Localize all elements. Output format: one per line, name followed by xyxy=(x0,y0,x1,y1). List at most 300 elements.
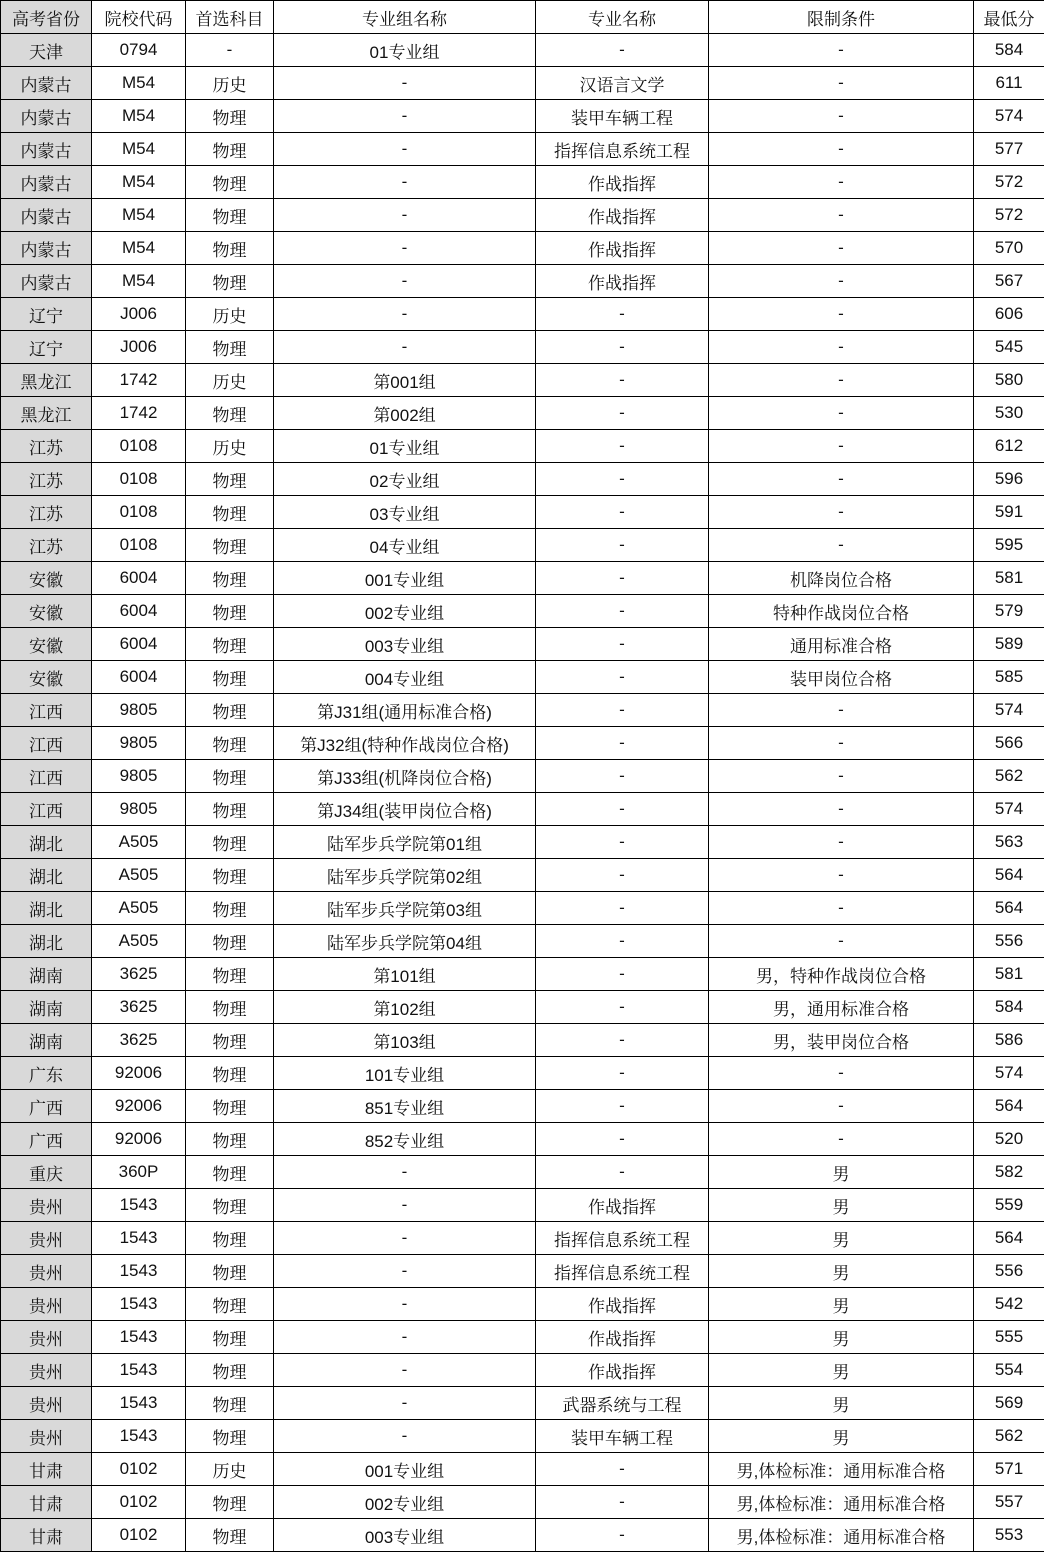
cell-school-code: A505 xyxy=(92,826,186,859)
cell-major-name: - xyxy=(536,793,709,826)
table-row xyxy=(1,1387,1044,1420)
cell-school-code: 92006 xyxy=(92,1057,186,1090)
cell-province: 甘肃 xyxy=(1,1486,92,1519)
cell-restriction: 装甲岗位合格 xyxy=(709,661,974,694)
cell-school-code: 360P xyxy=(92,1156,186,1189)
table-row xyxy=(1,100,1044,133)
column-header-school-code: 院校代码 xyxy=(92,1,186,34)
cell-province: 湖北 xyxy=(1,859,92,892)
cell-first-subject: 物理 xyxy=(186,1321,274,1354)
cell-first-subject: 历史 xyxy=(186,364,274,397)
table-row xyxy=(1,859,1044,892)
table-row xyxy=(1,331,1044,364)
cell-first-subject: 物理 xyxy=(186,661,274,694)
cell-first-subject: 物理 xyxy=(186,892,274,925)
column-header-major-group: 专业组名称 xyxy=(274,1,536,34)
cell-province: 湖南 xyxy=(1,958,92,991)
cell-min-score: 591 xyxy=(974,496,1044,529)
cell-major-name: - xyxy=(536,1486,709,1519)
cell-min-score: 557 xyxy=(974,1486,1044,1519)
cell-school-code: 9805 xyxy=(92,793,186,826)
cell-major-group: 002专业组 xyxy=(274,1486,536,1519)
cell-major-name: 作战指挥 xyxy=(536,232,709,265)
cell-min-score: 566 xyxy=(974,727,1044,760)
cell-school-code: 6004 xyxy=(92,595,186,628)
cell-province: 江苏 xyxy=(1,430,92,463)
cell-restriction: 男 xyxy=(709,1321,974,1354)
cell-major-group: - xyxy=(274,232,536,265)
cell-school-code: 3625 xyxy=(92,991,186,1024)
cell-major-group: 陆军步兵学院第02组 xyxy=(274,859,536,892)
cell-province: 内蒙古 xyxy=(1,133,92,166)
cell-major-group: - xyxy=(274,331,536,364)
table-row xyxy=(1,496,1044,529)
cell-first-subject: 物理 xyxy=(186,496,274,529)
cell-school-code: 0108 xyxy=(92,529,186,562)
cell-first-subject: 物理 xyxy=(186,958,274,991)
cell-min-score: 572 xyxy=(974,166,1044,199)
cell-major-name: - xyxy=(536,463,709,496)
cell-school-code: 9805 xyxy=(92,760,186,793)
cell-major-name: - xyxy=(536,397,709,430)
cell-major-group: - xyxy=(274,1321,536,1354)
cell-first-subject: 物理 xyxy=(186,232,274,265)
cell-major-name: - xyxy=(536,991,709,1024)
cell-major-name: - xyxy=(536,364,709,397)
cell-province: 湖南 xyxy=(1,991,92,1024)
cell-major-group: - xyxy=(274,1255,536,1288)
table-row xyxy=(1,694,1044,727)
cell-major-group: 第102组 xyxy=(274,991,536,1024)
cell-school-code: 0108 xyxy=(92,463,186,496)
table-row xyxy=(1,265,1044,298)
cell-major-name: - xyxy=(536,1057,709,1090)
cell-province: 黑龙江 xyxy=(1,364,92,397)
cell-major-group: - xyxy=(274,265,536,298)
cell-province: 广西 xyxy=(1,1090,92,1123)
cell-school-code: J006 xyxy=(92,298,186,331)
cell-major-group: 第103组 xyxy=(274,1024,536,1057)
cell-school-code: A505 xyxy=(92,859,186,892)
cell-first-subject: 物理 xyxy=(186,694,274,727)
cell-major-name: 作战指挥 xyxy=(536,1288,709,1321)
cell-first-subject: 物理 xyxy=(186,1519,274,1552)
table-row xyxy=(1,595,1044,628)
cell-major-name: - xyxy=(536,430,709,463)
cell-first-subject: 物理 xyxy=(186,1057,274,1090)
cell-school-code: 1543 xyxy=(92,1288,186,1321)
cell-restriction: 男 xyxy=(709,1222,974,1255)
cell-min-score: 564 xyxy=(974,892,1044,925)
cell-restriction: - xyxy=(709,496,974,529)
cell-min-score: 577 xyxy=(974,133,1044,166)
cell-school-code: A505 xyxy=(92,892,186,925)
cell-first-subject: - xyxy=(186,34,274,67)
cell-min-score: 580 xyxy=(974,364,1044,397)
cell-major-group: - xyxy=(274,1189,536,1222)
cell-province: 贵州 xyxy=(1,1387,92,1420)
cell-major-name: 汉语言文学 xyxy=(536,67,709,100)
cell-school-code: 6004 xyxy=(92,628,186,661)
cell-major-group: 101专业组 xyxy=(274,1057,536,1090)
cell-major-name: - xyxy=(536,1453,709,1486)
cell-province: 甘肃 xyxy=(1,1519,92,1552)
cell-restriction: - xyxy=(709,133,974,166)
cell-first-subject: 物理 xyxy=(186,1090,274,1123)
cell-restriction: - xyxy=(709,331,974,364)
table-row xyxy=(1,364,1044,397)
cell-major-group: - xyxy=(274,100,536,133)
cell-school-code: 6004 xyxy=(92,562,186,595)
cell-min-score: 556 xyxy=(974,1255,1044,1288)
header-row xyxy=(1,1,1044,34)
cell-min-score: 574 xyxy=(974,1057,1044,1090)
cell-province: 安徽 xyxy=(1,562,92,595)
table-row xyxy=(1,661,1044,694)
cell-school-code: 1543 xyxy=(92,1321,186,1354)
cell-major-group: 陆军步兵学院第04组 xyxy=(274,925,536,958)
cell-restriction: 男,体检标准：通用标准合格 xyxy=(709,1486,974,1519)
cell-restriction: - xyxy=(709,100,974,133)
cell-major-group: 003专业组 xyxy=(274,1519,536,1552)
cell-min-score: 585 xyxy=(974,661,1044,694)
cell-restriction: 男，特种作战岗位合格 xyxy=(709,958,974,991)
cell-first-subject: 物理 xyxy=(186,529,274,562)
cell-major-name: - xyxy=(536,529,709,562)
cell-major-group: 004专业组 xyxy=(274,661,536,694)
cell-province: 贵州 xyxy=(1,1354,92,1387)
cell-school-code: 9805 xyxy=(92,727,186,760)
cell-province: 安徽 xyxy=(1,628,92,661)
cell-first-subject: 物理 xyxy=(186,265,274,298)
cell-major-group: 002专业组 xyxy=(274,595,536,628)
cell-major-group: 第J31组(通用标准合格) xyxy=(274,694,536,727)
cell-restriction: - xyxy=(709,793,974,826)
cell-first-subject: 物理 xyxy=(186,562,274,595)
table-row xyxy=(1,1090,1044,1123)
cell-major-name: 装甲车辆工程 xyxy=(536,1420,709,1453)
cell-min-score: 581 xyxy=(974,958,1044,991)
cell-first-subject: 物理 xyxy=(186,1123,274,1156)
cell-major-name: - xyxy=(536,892,709,925)
cell-restriction: - xyxy=(709,826,974,859)
cell-major-group: 04专业组 xyxy=(274,529,536,562)
cell-province: 内蒙古 xyxy=(1,265,92,298)
cell-min-score: 584 xyxy=(974,991,1044,1024)
cell-province: 江苏 xyxy=(1,496,92,529)
cell-min-score: 572 xyxy=(974,199,1044,232)
cell-major-group: 陆军步兵学院第01组 xyxy=(274,826,536,859)
cell-province: 安徽 xyxy=(1,661,92,694)
cell-restriction: - xyxy=(709,925,974,958)
cell-school-code: M54 xyxy=(92,100,186,133)
cell-min-score: 520 xyxy=(974,1123,1044,1156)
table-body xyxy=(1,34,1044,1552)
cell-restriction: - xyxy=(709,529,974,562)
cell-province: 江西 xyxy=(1,727,92,760)
table-row xyxy=(1,298,1044,331)
cell-min-score: 596 xyxy=(974,463,1044,496)
cell-school-code: M54 xyxy=(92,133,186,166)
cell-restriction: 男，通用标准合格 xyxy=(709,991,974,1024)
cell-province: 江西 xyxy=(1,793,92,826)
cell-major-name: 指挥信息系统工程 xyxy=(536,1255,709,1288)
cell-first-subject: 物理 xyxy=(186,628,274,661)
table-row xyxy=(1,562,1044,595)
cell-first-subject: 物理 xyxy=(186,397,274,430)
cell-school-code: 0108 xyxy=(92,496,186,529)
cell-school-code: 1543 xyxy=(92,1255,186,1288)
cell-first-subject: 物理 xyxy=(186,133,274,166)
cell-restriction: - xyxy=(709,199,974,232)
cell-major-name: 武器系统与工程 xyxy=(536,1387,709,1420)
cell-major-name: - xyxy=(536,925,709,958)
cell-major-group: 第002组 xyxy=(274,397,536,430)
cell-major-group: - xyxy=(274,133,536,166)
cell-major-name: - xyxy=(536,562,709,595)
table-row xyxy=(1,1321,1044,1354)
cell-school-code: 3625 xyxy=(92,958,186,991)
cell-first-subject: 物理 xyxy=(186,1255,274,1288)
cell-province: 贵州 xyxy=(1,1255,92,1288)
cell-min-score: 581 xyxy=(974,562,1044,595)
cell-first-subject: 物理 xyxy=(186,199,274,232)
cell-restriction: 男 xyxy=(709,1189,974,1222)
cell-major-group: 003专业组 xyxy=(274,628,536,661)
table-row xyxy=(1,67,1044,100)
table-row xyxy=(1,1222,1044,1255)
cell-province: 内蒙古 xyxy=(1,199,92,232)
cell-major-name: - xyxy=(536,1156,709,1189)
cell-province: 贵州 xyxy=(1,1189,92,1222)
cell-major-group: 851专业组 xyxy=(274,1090,536,1123)
cell-first-subject: 物理 xyxy=(186,1024,274,1057)
cell-major-name: - xyxy=(536,694,709,727)
cell-min-score: 564 xyxy=(974,1090,1044,1123)
cell-school-code: M54 xyxy=(92,265,186,298)
cell-province: 内蒙古 xyxy=(1,166,92,199)
cell-major-group: 852专业组 xyxy=(274,1123,536,1156)
cell-province: 贵州 xyxy=(1,1321,92,1354)
cell-province: 内蒙古 xyxy=(1,232,92,265)
cell-major-name: - xyxy=(536,727,709,760)
cell-min-score: 542 xyxy=(974,1288,1044,1321)
cell-province: 辽宁 xyxy=(1,298,92,331)
cell-min-score: 567 xyxy=(974,265,1044,298)
cell-major-name: 作战指挥 xyxy=(536,265,709,298)
cell-min-score: 545 xyxy=(974,331,1044,364)
cell-major-group: 02专业组 xyxy=(274,463,536,496)
cell-major-name: 指挥信息系统工程 xyxy=(536,1222,709,1255)
table-row xyxy=(1,925,1044,958)
cell-school-code: 1543 xyxy=(92,1420,186,1453)
cell-major-name: 作战指挥 xyxy=(536,1321,709,1354)
cell-major-group: - xyxy=(274,1420,536,1453)
cell-first-subject: 物理 xyxy=(186,100,274,133)
cell-major-name: 作战指挥 xyxy=(536,1354,709,1387)
cell-major-group: 第J34组(装甲岗位合格) xyxy=(274,793,536,826)
cell-min-score: 579 xyxy=(974,595,1044,628)
cell-major-name: - xyxy=(536,1090,709,1123)
cell-first-subject: 物理 xyxy=(186,1288,274,1321)
cell-province: 重庆 xyxy=(1,1156,92,1189)
cell-province: 湖北 xyxy=(1,892,92,925)
cell-province: 湖北 xyxy=(1,925,92,958)
table-row xyxy=(1,628,1044,661)
cell-school-code: 1543 xyxy=(92,1222,186,1255)
cell-restriction: 男,体检标准：通用标准合格 xyxy=(709,1453,974,1486)
cell-school-code: A505 xyxy=(92,925,186,958)
cell-major-group: 第J32组(特种作战岗位合格) xyxy=(274,727,536,760)
cell-min-score: 606 xyxy=(974,298,1044,331)
cell-province: 江苏 xyxy=(1,463,92,496)
cell-min-score: 574 xyxy=(974,694,1044,727)
cell-restriction: - xyxy=(709,298,974,331)
cell-major-name: - xyxy=(536,760,709,793)
cell-province: 内蒙古 xyxy=(1,100,92,133)
cell-min-score: 555 xyxy=(974,1321,1044,1354)
cell-min-score: 574 xyxy=(974,100,1044,133)
cell-major-name: - xyxy=(536,826,709,859)
cell-major-group: 001专业组 xyxy=(274,562,536,595)
cell-major-name: 作战指挥 xyxy=(536,1189,709,1222)
cell-restriction: 男 xyxy=(709,1387,974,1420)
cell-school-code: M54 xyxy=(92,67,186,100)
cell-major-group: - xyxy=(274,1156,536,1189)
cell-min-score: 584 xyxy=(974,34,1044,67)
table-row xyxy=(1,166,1044,199)
column-header-restriction: 限制条件 xyxy=(709,1,974,34)
cell-min-score: 612 xyxy=(974,430,1044,463)
cell-min-score: 562 xyxy=(974,760,1044,793)
cell-major-group: 陆军步兵学院第03组 xyxy=(274,892,536,925)
cell-restriction: 男 xyxy=(709,1420,974,1453)
cell-major-name: - xyxy=(536,1024,709,1057)
cell-school-code: 0102 xyxy=(92,1486,186,1519)
cell-restriction: - xyxy=(709,463,974,496)
table-row xyxy=(1,1255,1044,1288)
cell-major-name: - xyxy=(536,958,709,991)
cell-restriction: - xyxy=(709,694,974,727)
cell-major-name: - xyxy=(536,661,709,694)
cell-major-group: 001专业组 xyxy=(274,1453,536,1486)
cell-first-subject: 物理 xyxy=(186,760,274,793)
cell-first-subject: 物理 xyxy=(186,1222,274,1255)
column-header-major-name: 专业名称 xyxy=(536,1,709,34)
table-row xyxy=(1,727,1044,760)
cell-major-name: - xyxy=(536,496,709,529)
table-row xyxy=(1,430,1044,463)
cell-restriction: - xyxy=(709,265,974,298)
cell-first-subject: 物理 xyxy=(186,1420,274,1453)
table-row xyxy=(1,397,1044,430)
cell-restriction: - xyxy=(709,166,974,199)
cell-province: 湖北 xyxy=(1,826,92,859)
cell-first-subject: 物理 xyxy=(186,463,274,496)
cell-restriction: - xyxy=(709,1123,974,1156)
cell-province: 江西 xyxy=(1,694,92,727)
table-row xyxy=(1,1486,1044,1519)
cell-school-code: 0102 xyxy=(92,1453,186,1486)
cell-min-score: 562 xyxy=(974,1420,1044,1453)
cell-restriction: - xyxy=(709,364,974,397)
cell-min-score: 586 xyxy=(974,1024,1044,1057)
cell-restriction: - xyxy=(709,1057,974,1090)
cell-min-score: 589 xyxy=(974,628,1044,661)
column-header-min-score: 最低分 xyxy=(974,1,1044,34)
cell-province: 安徽 xyxy=(1,595,92,628)
cell-major-group: - xyxy=(274,298,536,331)
cell-major-group: 01专业组 xyxy=(274,34,536,67)
cell-first-subject: 物理 xyxy=(186,859,274,892)
cell-major-name: - xyxy=(536,595,709,628)
cell-major-name: 指挥信息系统工程 xyxy=(536,133,709,166)
cell-restriction: - xyxy=(709,859,974,892)
cell-min-score: 559 xyxy=(974,1189,1044,1222)
cell-major-group: 第001组 xyxy=(274,364,536,397)
cell-province: 贵州 xyxy=(1,1420,92,1453)
table-row xyxy=(1,1057,1044,1090)
cell-school-code: 1742 xyxy=(92,364,186,397)
cell-major-group: 01专业组 xyxy=(274,430,536,463)
cell-first-subject: 物理 xyxy=(186,991,274,1024)
cell-min-score: 554 xyxy=(974,1354,1044,1387)
cell-major-group: - xyxy=(274,1288,536,1321)
cell-first-subject: 物理 xyxy=(186,1189,274,1222)
cell-school-code: 1543 xyxy=(92,1189,186,1222)
cell-major-group: - xyxy=(274,67,536,100)
cell-major-group: - xyxy=(274,1387,536,1420)
cell-first-subject: 历史 xyxy=(186,1453,274,1486)
cell-first-subject: 物理 xyxy=(186,1354,274,1387)
cell-province: 湖南 xyxy=(1,1024,92,1057)
cell-first-subject: 历史 xyxy=(186,67,274,100)
cell-province: 甘肃 xyxy=(1,1453,92,1486)
cell-major-name: - xyxy=(536,1519,709,1552)
cell-province: 江西 xyxy=(1,760,92,793)
cell-first-subject: 历史 xyxy=(186,298,274,331)
cell-school-code: J006 xyxy=(92,331,186,364)
cell-min-score: 570 xyxy=(974,232,1044,265)
table-row xyxy=(1,760,1044,793)
cell-restriction: 机降岗位合格 xyxy=(709,562,974,595)
cell-min-score: 569 xyxy=(974,1387,1044,1420)
table-row xyxy=(1,232,1044,265)
cell-restriction: 通用标准合格 xyxy=(709,628,974,661)
table-row xyxy=(1,1420,1044,1453)
cell-min-score: 564 xyxy=(974,1222,1044,1255)
cell-restriction: - xyxy=(709,727,974,760)
cell-restriction: - xyxy=(709,34,974,67)
cell-first-subject: 物理 xyxy=(186,166,274,199)
cell-min-score: 582 xyxy=(974,1156,1044,1189)
cell-major-name: 装甲车辆工程 xyxy=(536,100,709,133)
cell-min-score: 611 xyxy=(974,67,1044,100)
cell-school-code: 1543 xyxy=(92,1354,186,1387)
cell-restriction: 男,体检标准：通用标准合格 xyxy=(709,1519,974,1552)
cell-min-score: 563 xyxy=(974,826,1044,859)
cell-min-score: 571 xyxy=(974,1453,1044,1486)
cell-school-code: 92006 xyxy=(92,1090,186,1123)
cell-major-name: - xyxy=(536,34,709,67)
cell-restriction: 特种作战岗位合格 xyxy=(709,595,974,628)
cell-province: 黑龙江 xyxy=(1,397,92,430)
cell-first-subject: 物理 xyxy=(186,793,274,826)
table-row xyxy=(1,892,1044,925)
table-row xyxy=(1,1189,1044,1222)
cell-min-score: 530 xyxy=(974,397,1044,430)
cell-province: 辽宁 xyxy=(1,331,92,364)
